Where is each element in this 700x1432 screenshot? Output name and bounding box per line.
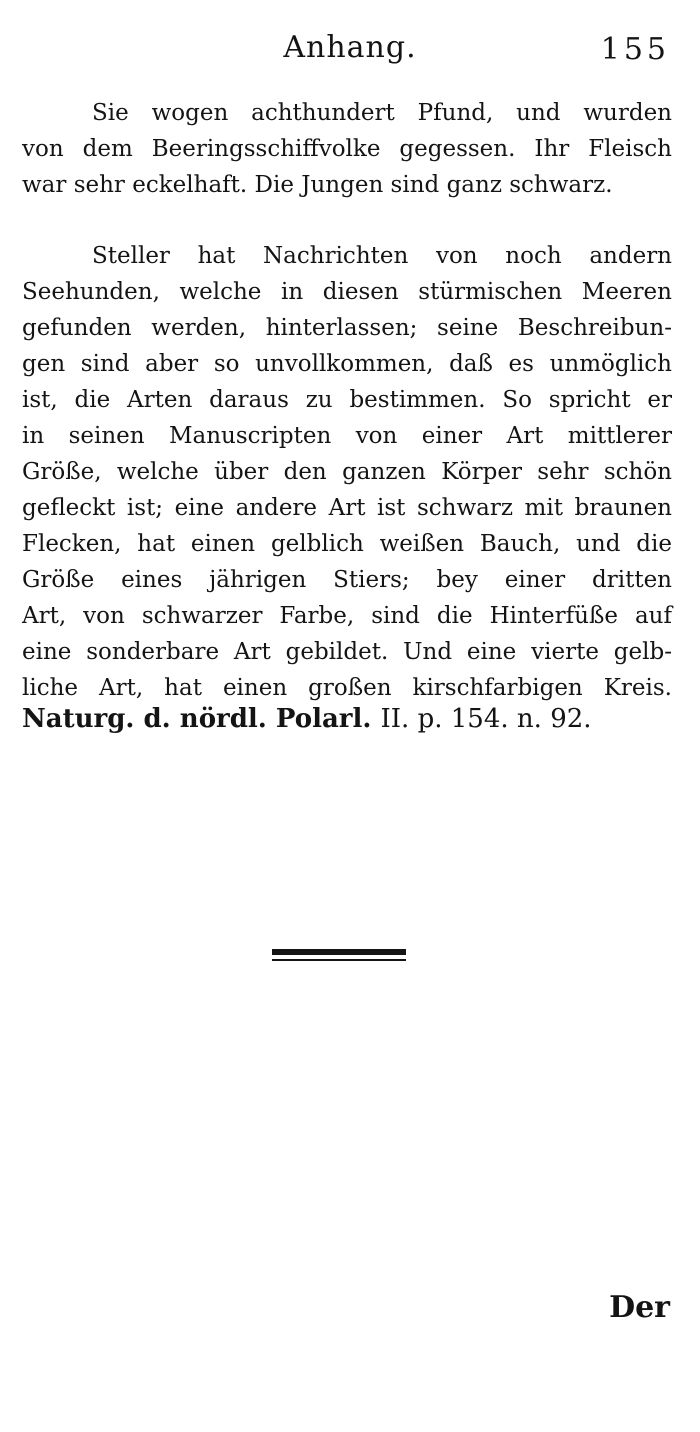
text-line: gen sind aber so unvollkommen, daß es unmöglich [22,351,672,377]
text-line: Größe eines jährigen Stiers; bey einer dritten [22,567,672,593]
citation-reference: II. p. 154. n. 92. [380,704,592,734]
section-divider [272,949,406,964]
text-line: Größe, welche über den ganzen Körper sehr schön [22,459,672,485]
page-number: 155 [600,32,670,67]
text-line: Flecken, hat einen gelblich weißen Bauch, und die [22,531,672,557]
text-line: eine sonderbare Art gebildet. Und eine vierte gelb- [22,639,672,665]
text-line: Sie wogen achthundert Pfund, und wurden [92,100,672,126]
catchword: Der [609,1290,670,1325]
text-line: war sehr eckelhaft. Die Jungen sind ganz schwarz. [22,172,613,198]
text-line: gefleckt ist; eine andere Art ist schwarz mit braunen [22,495,672,521]
text-line: von dem Beeringsschiffvolke gegessen. Ihr Fleisch [22,136,672,162]
text-line: in seinen Manuscripten von einer Art mittlerer [22,423,672,449]
paragraph-1 [22,95,672,203]
paragraph-2 [22,238,672,706]
page-title: Anhang. [283,30,417,65]
text-line: liche Art, hat einen großen kirschfarbigen Kreis. [22,675,672,701]
text-line: Seehunden, welche in diesen stürmischen Meeren [22,279,672,305]
text-line: gefunden werden, hinterlassen; seine Beschreibun- [22,315,672,341]
citation-work: Naturg. d. nördl. Polarl. [22,704,372,734]
source-citation [22,700,672,738]
text-line: ist, die Arten daraus zu bestimmen. So spricht er [22,387,672,413]
text-line: Steller hat Nachrichten von noch andern [92,243,672,269]
divider-thin-line [272,959,406,961]
text-line: Art, von schwarzer Farbe, sind die Hinterfüße auf [22,603,672,629]
divider-thick-line [272,949,406,955]
running-head [0,22,700,67]
